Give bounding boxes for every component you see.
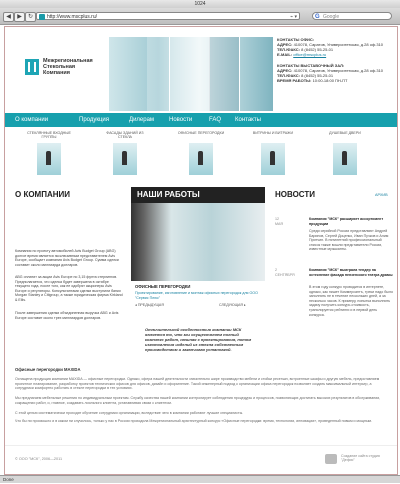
office-title: КОНТАКТЫ ОФИС: xyxy=(277,37,315,42)
category-showcases[interactable]: ВИТРИНЫ И ВИТРАЖИ xyxy=(249,131,297,183)
header xyxy=(5,27,397,113)
address-bar[interactable] xyxy=(36,12,300,20)
company-quote: Отличительной особенностью компании МСК является то, что мы осуществляем полный комплекс работ, начиная с проектирования, потом изготовления изделий из стекла собственным производством и заканчивая установкой. xyxy=(145,327,252,352)
category-image xyxy=(261,143,285,175)
main-nav xyxy=(5,113,397,127)
url-text: http://www.mscplus.ru/ xyxy=(47,14,98,20)
hall-phone: 8 (8452) 55-25-01 xyxy=(301,73,334,78)
hall-title: КОНТАКТЫ ВЫСТАВОЧНЫЙ ЗАЛ: xyxy=(277,63,345,68)
contacts: КОНТАКТЫ ОФИС: АДРЕС: 410078, Саратов, Университетская, д.28 оф.310 ТЕЛ./ФАКС: 8 (8452) 55-25-01 E-MAIL: office@mscplus.ru КОНТАКТЫ ВЫСТАВОЧНЫЙ ЗАЛ: АДРЕС: 410078, Саратов, Университетская, д.28 оф.310 ТЕЛ./ФАКС: 8 (8452) 55-25-01 ВРЕМЯ РАБОТЫ: 10:00-18:00 ПН-ПТ xyxy=(277,37,395,111)
logo-mark-icon xyxy=(25,59,39,75)
studio-credit-link[interactable]: Создание сайта студия "Дефис" xyxy=(341,454,380,463)
works-title: НАШИ РАБОТЫ xyxy=(131,187,265,203)
category-image xyxy=(113,143,137,175)
reload-button[interactable]: ↻ xyxy=(25,12,36,22)
hall-hours: 10:00-18:00 ПН-ПТ xyxy=(312,78,348,83)
news-date: 12 МАЯ xyxy=(275,217,283,226)
works-caption-title: ОФИСНЫЕ ПЕРЕГОРОДКИ xyxy=(135,284,191,289)
copyright: © ООО "МСК", 2006—2011 xyxy=(15,457,63,461)
category-partitions[interactable]: ОФИСНЫЕ ПЕРЕГОРОДКИ xyxy=(177,131,225,183)
news-title-link[interactable]: Компания "МСК" расширяет ассортимент продукции xyxy=(309,217,384,226)
news-archive-link[interactable]: АРХИВ xyxy=(375,193,388,197)
search-input[interactable] xyxy=(312,12,392,20)
about-paragraph-2: ABG оплатит за акции Avis Europe по 3,15 фунта стерлингов. Предполагается, что сделка будет завершена в октябре текущего года, после того, как ее одобрят акционеры Avis Europe и регуляторы. Консультантами сделки выступили банки Morgan Stanley и Citigroup, а также юридическая фирма Kirkland & Ellis. xyxy=(15,275,123,302)
back-button[interactable]: ◀ xyxy=(3,12,14,22)
category-image xyxy=(37,143,61,175)
nav-item-faq[interactable]: FAQ xyxy=(209,117,222,123)
about-paragraph-1: Компания по проекту автомобилей Avis Budget Group (ABG) долгое время является эксклюзивным представителем Avis Europe, сообщает компания Avis Budget Group. Сумма сделки составит около миллиарда долларов. xyxy=(15,249,119,267)
nav-item-contacts[interactable]: Контакты xyxy=(235,117,261,123)
search-placeholder: Google xyxy=(323,14,340,20)
page xyxy=(4,26,398,475)
logo-line-1: Межрегиональная xyxy=(43,58,93,64)
logo-line-2: Стекольная xyxy=(43,64,76,70)
logo-line-3: Компания xyxy=(43,70,71,76)
bottom-paragraph-1: Оснащена продукция компании MAXIDA — офисные перегородки. Однако, сфера нашей деятельности значительно шире производство мебели и стойки ресепшн, встроенные шкафы и другую мебель, предоставляем проектное планирование, разработку проектов технических офисов для офисов, дизайн и оформление. Такой инженерный подход к организации офиса перегородок позволяет создать максимальный интерьер, а сотрудники комфортно работать в стекле перегородки в тех условиях. xyxy=(15,377,380,391)
category-entrance-groups[interactable]: СТЕКЛЯННЫЕ ВХОДНЫЕ ГРУППЫ xyxy=(25,131,73,183)
nav-item-about[interactable]: О компании xyxy=(15,117,49,123)
office-address: 410078, Саратов, Университетская, д.28 оф.310 xyxy=(293,42,384,47)
works-next-link[interactable]: СЛЕДУЮЩАЯ ▸ xyxy=(219,303,246,307)
logo[interactable] xyxy=(19,41,109,103)
category-shower-doors[interactable]: ДУШЕВЫЕ ДВЕРИ xyxy=(321,131,369,183)
studio-logo-icon xyxy=(325,454,337,464)
category-strip xyxy=(5,127,397,188)
news-title-link[interactable]: Компания "МСК" выиграла тендер на остекление фасада пензенского театра драмы xyxy=(309,268,393,277)
nav-item-dealers[interactable]: Дилерам xyxy=(129,117,155,123)
footer xyxy=(5,445,397,475)
browser-toolbar xyxy=(0,8,400,25)
bottom-title: Офисные перегородки MAXIDA xyxy=(15,367,81,372)
works-image[interactable] xyxy=(131,203,265,281)
bottom-paragraph-2: Мы предлагаем мебельные решения по индивидуальным проектам. Службу качества нашей компании контролирует соблюдения процедуры и процессов, позволяющих достигать высоких результатов в обслуживании, сокращении работ, и, главное, создавать лояльного клиента, устанавливая связи с клиентом. xyxy=(15,396,381,405)
bottom-paragraph-4: Что бы ни произошло и в каком ни случилось, только у нас в России проходила Межрегиональный архитектурный конкурс «Офисные перегородки: время, технологии, инновации», проведенный новым и мощным. xyxy=(15,419,373,423)
about-title: О КОМПАНИИ xyxy=(5,187,131,203)
nav-item-products[interactable]: Продукция xyxy=(79,117,110,123)
news-body: Среди серийной России представляют Андрей Баринов, Сергей Доценко, Иван Пучков и Алим Притчин. В пятилетний профессиональный список также вошли представители России, известные музыканты. xyxy=(309,229,389,252)
forward-button[interactable]: ▶ xyxy=(14,12,25,22)
about-paragraph-3: После завершения сделки объединенная выручка ABG и Avis Europe составит около трех миллиардов долларов. xyxy=(15,311,119,320)
nav-item-news[interactable]: Новости xyxy=(169,117,193,123)
window-title: 1024 xyxy=(0,0,400,8)
logo-text xyxy=(43,58,93,76)
rss-icon[interactable]: ⌁ ▾ xyxy=(290,14,297,20)
hall-address: 410078, Саратов, Университетская, д.28 оф.310 xyxy=(293,68,384,73)
site-favicon-icon xyxy=(39,14,45,20)
bottom-paragraph-3: С этой целью систематически проходят обучение сотрудники организации, вследствие чего в компании работают лучшие специалисты. xyxy=(15,411,244,415)
works-prev-link[interactable]: ◂ ПРЕДЫДУЩАЯ xyxy=(135,303,164,307)
category-image xyxy=(189,143,213,175)
office-phone: 8 (8452) 55-25-01 xyxy=(301,47,334,52)
office-email-link[interactable]: office@mscplus.ru xyxy=(293,52,327,57)
google-icon: G xyxy=(315,14,320,20)
category-image xyxy=(333,143,357,175)
status-bar: Done xyxy=(0,475,400,483)
category-facades[interactable]: ФАСАДЫ ЗДАНИЙ ИЗ СТЕКЛА xyxy=(101,131,149,183)
news-body: В этом году конкурс проводится в интернете, однако, как пишет Коммерсантъ, треки надо было заполнять не в течение нескольких дней, а за несколько часов. К примеру, попытка выполнить задачу получить конкурс-стоимость, транслируется рейтинги и в первой день конкурса. xyxy=(309,285,393,317)
works-caption: Проектирование, изготовление и монтаж офисных перегородок для ООО "Сервис Плюс" xyxy=(135,291,258,300)
news-title: НОВОСТИ xyxy=(265,187,397,203)
header-photo xyxy=(109,37,273,111)
news-date: 2 СЕНТЯБРЯ xyxy=(275,268,295,277)
